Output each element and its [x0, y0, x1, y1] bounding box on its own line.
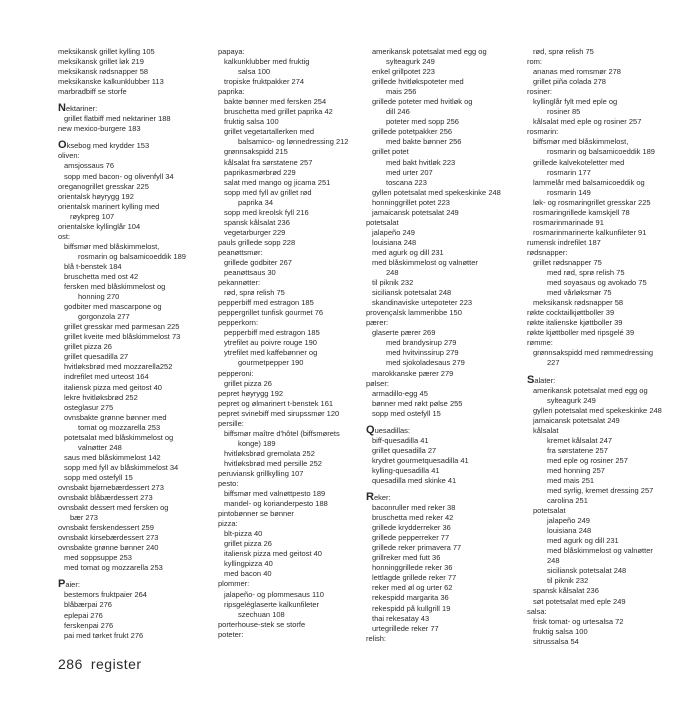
- index-subentry: siciliansk potetsalat 248: [547, 566, 627, 576]
- index-subentry: krydret gourmetquesadilla 41: [372, 455, 469, 465]
- index-letter-heading: Nektariner:: [58, 102, 98, 115]
- index-subentry: fersken med blåskimmelost og: [64, 282, 166, 292]
- index-subentry: rosmarinmarinade 91: [533, 217, 604, 227]
- index-entry: poteter:: [218, 629, 244, 639]
- index-subentry: quesadilla med skinke 41: [372, 475, 457, 485]
- index-entry: rumensk indrefilet 187: [527, 237, 601, 247]
- index-entry: pepperkorn:: [218, 318, 259, 328]
- index-entry: pølser:: [366, 378, 389, 388]
- index-subentry: med honning 257: [547, 465, 605, 475]
- index-entry: new mexico-burgere 183: [58, 124, 141, 134]
- index-subentry: jalapeño- og plommesaus 110: [224, 589, 324, 599]
- index-entry: pepret høyrygg 192: [218, 388, 284, 398]
- index-subentry: grillede pepperreker 77: [372, 533, 450, 543]
- index-subentry: amsjossaus 76: [64, 161, 115, 171]
- index-entry: meksikansk grillet kylling 105: [58, 47, 155, 56]
- index-column-4: [527, 47, 692, 647]
- index-subentry: sopp med ostefyll 15: [64, 472, 133, 482]
- index-subentry: med bakt hvitløk 223: [386, 157, 456, 167]
- index-entry: paprika:: [218, 87, 245, 97]
- index-subentry: hvitløksbrød med persille 252: [224, 458, 322, 468]
- index-subentry: grillet quesadilla 27: [372, 445, 437, 455]
- index-subentry: honninggrillede reker 36: [372, 563, 453, 573]
- index-subentry: ytrefilet au poivre rouge 190: [224, 338, 317, 348]
- index-subentry: grillet potet: [372, 147, 409, 157]
- index-subentry: osteglasur 275: [64, 402, 114, 412]
- index-subentry: reker med øl og urter 62: [372, 583, 453, 593]
- index-subentry: sylteagurk 249: [547, 395, 596, 405]
- index-subentry: gyllen potetsalat med spekeskinke 248: [372, 187, 501, 197]
- index-entry: ovnsbakte grønne bønner 240: [58, 543, 159, 553]
- index-subentry: urtegrillede reker 77: [372, 623, 439, 633]
- index-entry: orientalsk høyrygg 192: [58, 191, 134, 201]
- index-entry: meksikanske kalkunklubber 113: [58, 77, 164, 87]
- index-entry: ovnsbakt blåbærdessert 273: [58, 493, 153, 503]
- index-subentry: med syrlig, kremet dressing 257: [547, 486, 654, 496]
- index-subentry: louisiana 248: [372, 237, 417, 247]
- index-subentry: biff-quesadilla 41: [372, 435, 429, 445]
- index-subentry: italiensk pizza med geitost 40: [64, 382, 162, 392]
- index-subentry: fruktig salsa 100: [224, 117, 279, 127]
- index-column-2: [218, 47, 383, 640]
- index-subentry: amerikansk potetsalat med egg og: [372, 47, 487, 56]
- index-subentry: skandinaviske urtepoteter 223: [372, 298, 473, 308]
- index-subentry: tropiske fruktpakker 274: [224, 77, 305, 87]
- index-subentry: paprika 34: [238, 197, 274, 207]
- index-subentry: biffsmør med blåskimmelost,: [64, 241, 160, 251]
- index-entry: orientalske kyllinglår 104: [58, 221, 141, 231]
- page-number: 286: [58, 656, 83, 672]
- index-subentry: rød, sprø relish 75: [533, 47, 594, 56]
- index-subentry: meksikansk rødsnapper 58: [533, 298, 624, 308]
- index-subentry: til piknik 232: [547, 576, 589, 586]
- index-entry: provençalsk lammeribbe 150: [366, 308, 462, 318]
- index-entry: peppergrillet tunfisk gourmet 76: [218, 308, 324, 318]
- index-entry: oliven:: [58, 151, 80, 161]
- index-entry: røkte kjøttboller med ripsgelé 39: [527, 328, 635, 338]
- index-entry: pepperbiff med estragon 185: [218, 298, 314, 308]
- index-column-1: [58, 47, 223, 641]
- index-entry: pepret og ølmarinert t-benstek 161: [218, 398, 334, 408]
- page-footer: [58, 656, 142, 672]
- index-subentry: pai med tørket frukt 276: [64, 630, 144, 640]
- index-subentry: kyllinglår fylt med eple og: [533, 97, 618, 107]
- index-subentry: grillet flatbiff med nektariner 188: [64, 114, 171, 124]
- index-entry: røkte cocktailkjøttboller 39: [527, 308, 615, 318]
- index-subentry: godbiter med mascarpone og: [64, 302, 162, 312]
- index-subentry: grillede kalvekoteletter med: [533, 157, 625, 167]
- index-subentry: ananas med romsmør 278: [533, 67, 621, 77]
- index-subentry: gourmetpepper 190: [238, 358, 304, 368]
- index-subentry: grønnsakspidd 215: [224, 147, 288, 157]
- index-letter-heading: Oksebog med krydder 153: [58, 139, 150, 152]
- index-subentry: kålsalat: [533, 425, 559, 435]
- index-entry: potetsalat: [366, 217, 399, 227]
- index-subentry: kalkunklubber med fruktig: [224, 57, 310, 67]
- index-subentry: louisiana 248: [547, 526, 592, 536]
- index-subentry: gorgonzola 277: [78, 312, 130, 322]
- index-subentry: kylling-quesadilla 41: [372, 465, 440, 475]
- index-letter-heading: Reker:: [366, 491, 391, 504]
- index-entry: rom:: [527, 57, 542, 67]
- index-subentry: grillede krydderreker 36: [372, 523, 451, 533]
- index-subentry: eplepai 276: [64, 610, 103, 620]
- index-subentry: carolina 251: [547, 496, 588, 506]
- index-subentry: blåbærpai 276: [64, 600, 112, 610]
- index-subentry: glaserte pærer 269: [372, 328, 436, 338]
- index-subentry: salsa 100: [238, 67, 271, 77]
- index-subentry: dill 246: [386, 107, 410, 117]
- index-subentry: grillede godbiter 267: [224, 257, 292, 267]
- index-subentry: ripsgeléglaserte kalkunfileter: [224, 599, 320, 609]
- index-subentry: kålsalat med eple og rosiner 257: [533, 117, 642, 127]
- index-entry: pauls grillede sopp 228: [218, 237, 296, 247]
- index-subentry: sopp med fyll av grillet rød: [224, 187, 312, 197]
- index-subentry: grillet pizza 26: [224, 378, 272, 388]
- index-subentry: biffsmør med valnøttpesto 189: [224, 489, 326, 499]
- index-subentry: sylteagurk 249: [386, 57, 435, 67]
- index-subentry: potetsalat: [533, 506, 566, 516]
- index-subentry: med urter 207: [386, 167, 433, 177]
- index-subentry: pepperbiff med estragon 185: [224, 328, 320, 338]
- index-subentry: honninggrillet potet 223: [372, 197, 450, 207]
- index-subentry: potetsalat med blåskimmelost og: [64, 432, 174, 442]
- index-letter-heading: Paier:: [58, 578, 80, 591]
- index-subentry: grillede poteter med hvitløk og: [372, 97, 473, 107]
- index-subentry: bruschetta med grillet paprika 42: [224, 107, 333, 117]
- index-subentry: med hvitvinssirup 279: [386, 348, 459, 358]
- index-subentry: med bakte bønner 256: [386, 137, 462, 147]
- index-subentry: marokkanske pærer 279: [372, 368, 454, 378]
- index-subentry: grillede hvitløkspoteter med: [372, 77, 464, 87]
- index-subentry: armadillo-egg 45: [372, 388, 428, 398]
- index-subentry: ferskenpai 276: [64, 620, 114, 630]
- index-subentry: saus med blåskimmelost 142: [64, 452, 161, 462]
- index-entry: relish:: [366, 633, 387, 643]
- index-subentry: jalapeño 249: [547, 516, 590, 526]
- index-entry: pepperoni:: [218, 368, 254, 378]
- index-subentry: rød, sprø relish 75: [224, 288, 285, 298]
- index-entry: ost:: [58, 231, 71, 241]
- index-subentry: med blåskimmelost og valnøtter: [547, 546, 653, 556]
- index-subentry: spansk kålsalat 236: [533, 586, 599, 596]
- index-subentry: lekre hvitløksbrød 252: [64, 392, 138, 402]
- index-subentry: med agurk og dill 231: [372, 247, 444, 257]
- index-subentry: grillede reker primavera 77: [372, 543, 462, 553]
- index-subentry: rosmarin og balsamicoeddik 189: [78, 251, 186, 261]
- index-subentry: 248: [547, 556, 560, 566]
- index-subentry: rosmarinmarinerte kalkunfileter 91: [533, 227, 647, 237]
- index-subentry: thai rekesatay 43: [372, 613, 430, 623]
- index-subentry: peanøttsaus 30: [224, 268, 276, 278]
- index-subentry: enkel grillpotet 223: [372, 67, 435, 77]
- index-subentry: med soppsuppe 253: [64, 553, 132, 563]
- index-subentry: sopp med kreolsk fyll 216: [224, 207, 309, 217]
- index-subentry: kålsalat fra sørstatene 257: [224, 157, 313, 167]
- index-entry: pesto:: [218, 479, 239, 489]
- index-entry: pizza:: [218, 519, 238, 529]
- index-subentry: rosmarin 177: [547, 167, 591, 177]
- index-subentry: sopp med fyll av blåskimmelost 34: [64, 462, 179, 472]
- index-subentry: grillet quesadilla 27: [64, 352, 129, 362]
- index-subentry: szechuan 108: [238, 609, 285, 619]
- index-letter-heading: Salater:: [527, 373, 556, 386]
- index-subentry: jamaicansk potetsalat 249: [533, 415, 620, 425]
- index-subentry: toscana 223: [386, 177, 427, 187]
- index-subentry: med vårløksmør 75: [547, 288, 612, 298]
- index-subentry: fruktig salsa 100: [533, 626, 588, 636]
- index-subentry: sopp med bacon- og olivenfyll 34: [64, 171, 174, 181]
- index-subentry: grillet rødsnapper 75: [533, 257, 602, 267]
- index-subentry: spansk kålsalat 236: [224, 217, 290, 227]
- index-entry: ovnsbakt kirsebærdessert 273: [58, 533, 159, 543]
- index-entry: rosiner:: [527, 87, 553, 97]
- index-entry: pekannøtter:: [218, 278, 261, 288]
- index-subentry: sitrussalsa 54: [533, 636, 579, 646]
- index-subentry: rekespidd på kullgrill 19: [372, 603, 451, 613]
- index-subentry: grillede potetpakker 256: [372, 127, 453, 137]
- index-entry: rømme:: [527, 338, 553, 348]
- index-entry: plommer:: [218, 579, 250, 589]
- index-subentry: vegetarburger 229: [224, 227, 286, 237]
- index-subentry: salat med mango og jicama 251: [224, 177, 331, 187]
- index-subentry: gyllen potetsalat med spekeskinke 248: [533, 405, 662, 415]
- index-entry: ovnsbakt ferskendessert 259: [58, 523, 154, 533]
- index-subentry: ovnsbakte grønne bønner med: [64, 412, 167, 422]
- index-entry: rosmarin:: [527, 127, 559, 137]
- index-subentry: valnøtter 248: [78, 442, 122, 452]
- index-subentry: med blåskimmelost og valnøtter: [372, 257, 478, 267]
- index-entry: meksikansk grillet løk 219: [58, 57, 144, 67]
- index-entry: marbradbiff se storfe: [58, 87, 127, 97]
- index-entry: orientalsk marinert kylling med: [58, 201, 160, 211]
- index-subentry: bønner med røkt pølse 255: [372, 398, 463, 408]
- index-subentry: med soyasaus og avokado 75: [547, 278, 647, 288]
- index-subentry: grillet kveite med blåskimmelost 73: [64, 332, 181, 342]
- index-subentry: til piknik 232: [372, 278, 414, 288]
- index-entry: peruviansk grillkylling 107: [218, 468, 304, 478]
- index-subentry: mais 256: [386, 87, 417, 97]
- index-subentry: med mais 251: [547, 475, 595, 485]
- index-subentry: sopp med ostefyll 15: [372, 408, 441, 418]
- index-subentry: biffsmør maître d'hôtel (biffsmørets: [224, 428, 340, 438]
- index-subentry: grillet pizza 26: [224, 539, 272, 549]
- index-subentry: baconruller med reker 38: [372, 503, 456, 513]
- index-entry: papaya:: [218, 47, 245, 56]
- index-subentry: fra sørstatene 257: [547, 445, 608, 455]
- index-subentry: rosmaringrillede kamskjell 78: [533, 207, 630, 217]
- index-entry: røkte italienske kjøttboller 39: [527, 318, 623, 328]
- index-subentry: indrefilet med urteost 164: [64, 372, 149, 382]
- index-subentry: røykpreg 107: [70, 211, 115, 221]
- index-subentry: hvitløksbrød gremolata 252: [224, 448, 315, 458]
- index-subentry: bær 273: [70, 513, 98, 523]
- index-subentry: kyllingpizza 40: [224, 559, 273, 569]
- section-title: register: [90, 656, 142, 672]
- index-subentry: lettlagde grillede reker 77: [372, 573, 457, 583]
- index-subentry: 227: [547, 358, 560, 368]
- index-entry: pintobønner se bønner: [218, 509, 294, 519]
- index-subentry: grillreker med futt 36: [372, 553, 441, 563]
- index-subentry: grillet vegetartallerken med: [224, 127, 315, 137]
- index-subentry: biffsmør med blåskimmelost,: [533, 137, 629, 147]
- index-subentry: tomat og mozzarella 253: [78, 422, 161, 432]
- index-subentry: bruschetta med ost 42: [64, 271, 139, 281]
- index-subentry: amerikansk potetsalat med egg og: [533, 385, 648, 395]
- index-entry: peanøttsmør:: [218, 247, 263, 257]
- index-entry: meksikansk rødsnapper 58: [58, 67, 149, 77]
- index-subentry: honning 270: [78, 292, 120, 302]
- index-subentry: grønnsakspidd med rømmedressing: [533, 348, 654, 358]
- index-subentry: rosmarin og balsamicoeddik 189: [547, 147, 655, 157]
- index-subentry: grillet piña colada 278: [533, 77, 606, 87]
- index-subentry: bruschetta med reker 42: [372, 513, 454, 523]
- index-subentry: konge) 189: [238, 438, 276, 448]
- index-subentry: bakte bønner med fersken 254: [224, 97, 327, 107]
- index-subentry: italiensk pizza med geitost 40: [224, 549, 322, 559]
- index-subentry: søt potetsalat med eple 249: [533, 596, 626, 606]
- index-entry: oreganogrillet gresskar 225: [58, 181, 149, 191]
- index-subentry: hvitløksbrød med mozzarella252: [64, 362, 173, 372]
- index-subentry: ytrefilet med kaffebønner og: [224, 348, 318, 358]
- index-subentry: med agurk og dill 231: [547, 536, 619, 546]
- index-subentry: grillet gresskar med parmesan 225: [64, 322, 180, 332]
- index-letter-heading: Quesadillas:: [366, 423, 411, 436]
- index-entry: ovnsbakt dessert med fersken og: [58, 503, 169, 513]
- index-entry: pærer:: [366, 318, 389, 328]
- index-subentry: balsamico- og lønnedressing 212: [238, 137, 349, 147]
- index-subentry: løk- og rosmaringrillet gresskar 225: [533, 197, 651, 207]
- index-subentry: blå t-benstek 184: [64, 261, 122, 271]
- index-entry: rødsnapper:: [527, 247, 568, 257]
- index-subentry: lammelår med balsamicoeddik og: [533, 177, 645, 187]
- index-subentry: jalapeño 249: [372, 227, 415, 237]
- index-entry: persille:: [218, 418, 244, 428]
- index-subentry: frisk tomat- og urtesalsa 72: [533, 616, 624, 626]
- index-subentry: med bacon 40: [224, 569, 272, 579]
- index-subentry: bestemors fruktpaier 264: [64, 590, 147, 600]
- index-subentry: grillet pizza 26: [64, 342, 112, 352]
- index-subentry: med rød, sprø relish 75: [547, 268, 625, 278]
- index-subentry: paprikasmørbrød 229: [224, 167, 296, 177]
- index-subentry: jamaicansk potetsalat 249: [372, 207, 459, 217]
- index-entry: porterhouse-stek se storfe: [218, 619, 306, 629]
- index-entry: pepret svinebiff med sirupssmør 120: [218, 408, 340, 418]
- index-subentry: med brandysirup 279: [386, 338, 457, 348]
- index-entry: ovnsbakt bjørnebærdessert 273: [58, 482, 164, 492]
- index-column-3: [366, 47, 531, 644]
- index-subentry: blt-pizza 40: [224, 529, 263, 539]
- index-entry: salsa:: [527, 606, 547, 616]
- index-subentry: med eple og rosiner 257: [547, 455, 628, 465]
- index-subentry: poteter med sopp 256: [386, 117, 459, 127]
- index-subentry: siciliansk potetsalat 248: [372, 288, 452, 298]
- index-subentry: 248: [386, 268, 399, 278]
- index-subentry: rosmarin 149: [547, 187, 591, 197]
- index-subentry: med tomat og mozzarella 253: [64, 563, 163, 573]
- index-subentry: med sjokoladesaus 279: [386, 358, 465, 368]
- index-subentry: rekespidd margarita 36: [372, 593, 449, 603]
- index-subentry: mandel- og korianderpesto 188: [224, 499, 328, 509]
- index-subentry: rosiner 85: [547, 107, 581, 117]
- index-subentry: kremet kålsalat 247: [547, 435, 613, 445]
